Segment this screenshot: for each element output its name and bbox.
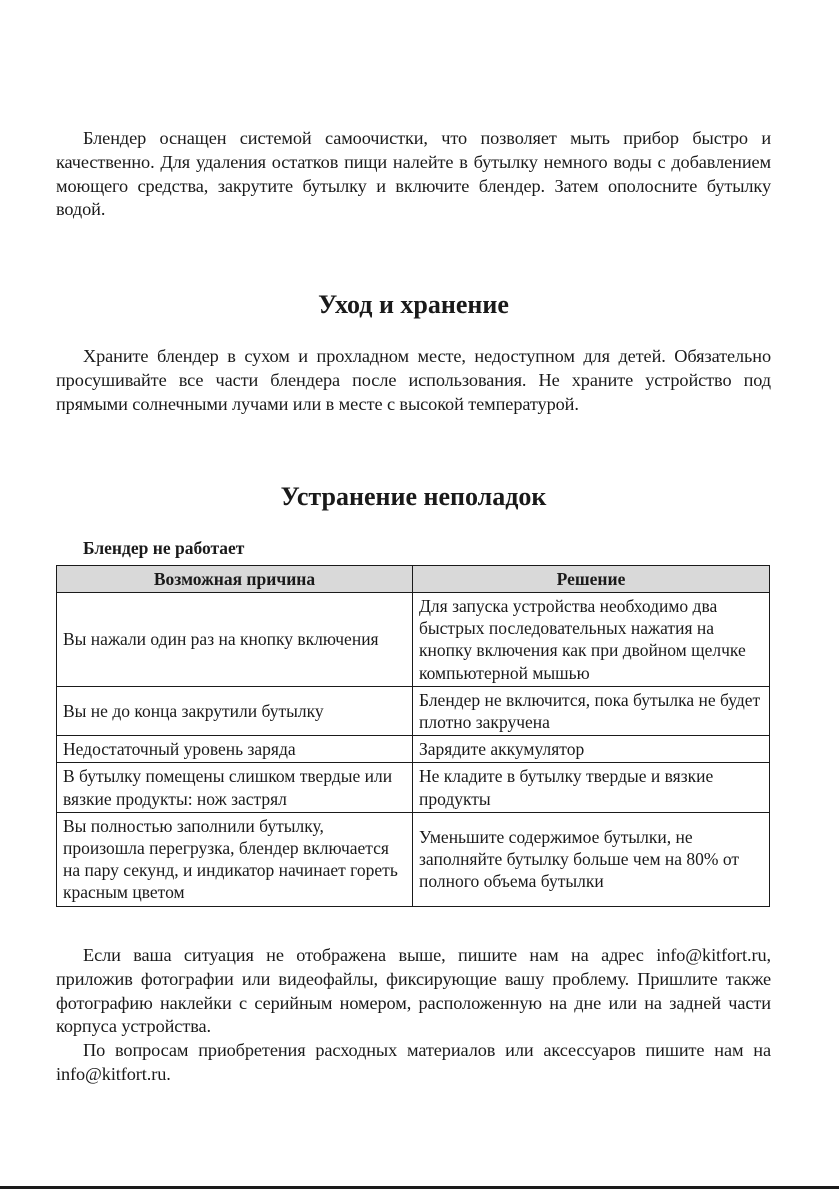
solution-cell: Блендер не включится, пока бутылка не будет плотно закручена: [413, 686, 770, 735]
cause-cell: В бутылку помещены слишком твердые или вязкие продукты: нож застрял: [57, 763, 413, 812]
cause-cell: Вы не до конца закрутили бутылку: [57, 686, 413, 735]
table-header-row: [57, 566, 770, 593]
solution-cell: Не кладите в бутылку твердые и вязкие продукты: [413, 763, 770, 812]
troubleshooting-table: [56, 565, 770, 907]
solution-cell: Уменьшите содержимое бутылки, не заполняйте бутылку больше чем на 80% от полного объема бутылки: [413, 812, 770, 906]
troubleshooting-heading: Устранение неполадок: [280, 482, 547, 511]
self-cleaning-paragraph: Блендер оснащен системой самоочистки, что позволяет мыть прибор быстро и качественно. Для удаления остатков пищи налейте в бутылку немного воды с добавлением моющего средства, закрутите бутылку и включите блендер. Затем ополосните бутылку водой.: [56, 128, 771, 220]
table-row: [57, 686, 770, 735]
column-header-cause: Возможная причина: [57, 566, 413, 593]
column-header-solution: Решение: [413, 566, 770, 593]
care-storage-section: [56, 345, 771, 416]
self-cleaning-section: [56, 127, 771, 222]
accessories-paragraph: По вопросам приобретения расходных материалов или аксессуаров пишите нам на info@kitfort.ru.: [56, 1040, 771, 1084]
cause-cell: Недостаточный уровень заряда: [57, 736, 413, 763]
cause-cell: Вы полностью заполнили бутылку, произошла перегрузка, блендер включается на пару секунд, и индикатор начинает гореть красным цветом: [57, 812, 413, 906]
cause-cell: Вы нажали один раз на кнопку включения: [57, 593, 413, 687]
table-row: [57, 763, 770, 812]
table-row: [57, 736, 770, 763]
care-storage-heading: Уход и хранение: [318, 290, 509, 319]
troubleshooting-subheading: Блендер не работает: [83, 538, 245, 558]
care-storage-paragraph: Храните блендер в сухом и прохладном месте, недоступном для детей. Обязательно просушивайте все части блендера после использования. Не храните устройство под прямыми солнечными лучами или в месте с высокой температурой.: [56, 346, 771, 414]
table-row: [57, 593, 770, 687]
table-row: [57, 812, 770, 906]
solution-cell: Для запуска устройства необходимо два быстрых последовательных нажатия на кнопку включения как при двойном щелчке компьютерной мышью: [413, 593, 770, 687]
contact-section: [56, 944, 771, 1087]
contact-paragraph: Если ваша ситуация не отображена выше, пишите нам на адрес info@kitfort.ru, приложив фотографии или видеофайлы, фиксирующие вашу проблему. Пришлите также фотографию наклейки с серийным номером, расположенную на дне или на задней части корпуса устройства.: [56, 945, 771, 1037]
solution-cell: Зарядите аккумулятор: [413, 736, 770, 763]
footer-rule: [0, 1186, 839, 1189]
